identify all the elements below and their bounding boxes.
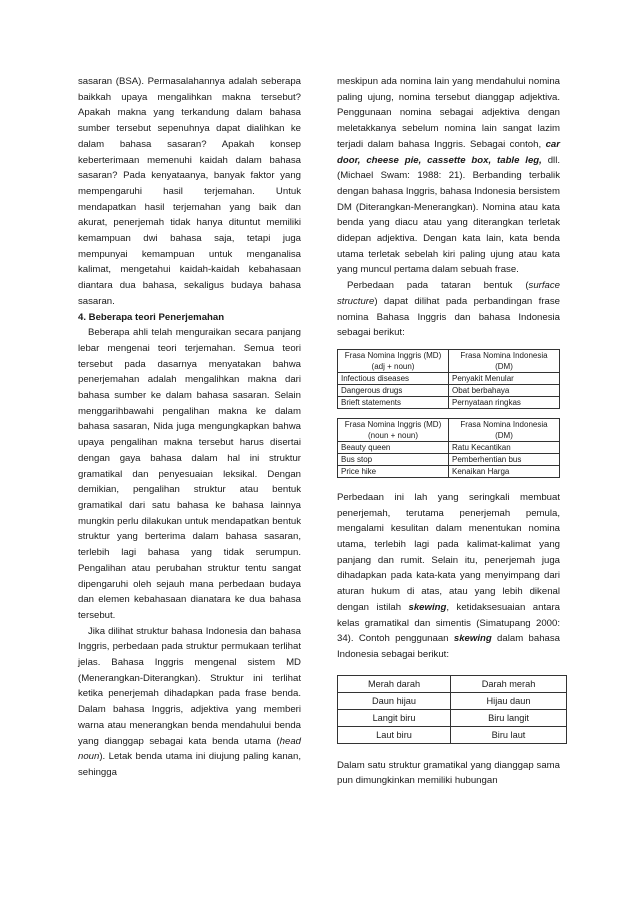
text-run: Perbedaan ini lah yang seringkali membuat penerjemah, terutama penerjemah pemula, mengalami kesulitan dalam menentukan nomina utama, terlebih lagi pada kalimat-kalimat yang panjang dan rumit. Selain itu, penerjemah juga dihadapkan pada kata-kata yang menyimpang dari aturan hukum di atas, atau yang lebih dikenal dengan istilah <box>337 491 560 613</box>
table-cell: Laut biru <box>338 726 451 743</box>
table-row <box>338 396 560 408</box>
table-cell: Darah merah <box>451 675 567 692</box>
term-skewing: skewing <box>453 633 492 645</box>
paragraph <box>337 278 560 341</box>
table-cell: Hijau daun <box>451 692 567 709</box>
table-cell: Biru langit <box>451 709 567 726</box>
table-cell: Pernyataan ringkas <box>449 396 560 408</box>
table-cell: Merah darah <box>338 675 451 692</box>
emphasis-text: surface structure <box>337 280 560 307</box>
table-cell: Brieft statements <box>338 396 449 408</box>
term-skewing: skewing <box>408 601 447 613</box>
table-cell: Biru laut <box>451 726 567 743</box>
table-row <box>338 465 560 477</box>
paragraph: Beberapa ahli telah menguraikan secara panjang lebar mengenai teori terjemahan. Semua teori tersebut pada dasarnya menyatakan bahwa penerjemahan adalah mengalihkan makna dari bahasa sumber ke dalam bahasa sasaran. Selain menggarihbawahi pengalihan makna ke dalam bahasa sasaran, Nida juga mengungkapkan bahwa upaya pengalihan makna tersebut harus disertai dengan gaya bahasa dalam hal ini struktur gramatikal dan penyesuaian leksikal. Dengan demikian, pengalihan struktur atau bentuk gramatikal dari satu bahasa ke bahasa lainnya mungkin perlu dilakukan untuk mendapatkan bentuk struktur yang berterima dalam bahasa sasaran, terlebih lagi bahasa yang tidak serumpun. Pengalihan atau perubahan struktur tentu sangat dipengaruhi oleh sejauh mana perbedaan budaya dan elemen kebahasaan dianatara ke dua bahasa tersebut. <box>78 327 301 621</box>
section-heading: 4. Beberapa teori Penerjemahan <box>78 311 225 323</box>
paragraph <box>337 490 560 663</box>
table-header: Frasa Nomina Inggris (MD) (adj + noun) <box>338 349 449 372</box>
table-row <box>338 384 560 396</box>
table-header: Frasa Nomina Indonesia (DM) <box>449 418 560 441</box>
table-row <box>338 692 567 709</box>
table-header: Frasa Nomina Inggris (MD) (noun + noun) <box>338 418 449 441</box>
table-row <box>338 726 567 743</box>
table-cell: Infectious diseases <box>338 372 449 384</box>
text-run: , ketidaksesuaian antara kelas gramatikal dan simentis (Simatupang 2000: 34). Contoh penggunaan <box>337 601 561 645</box>
example-phrases: car door, cheese pie, cassette box, table leg, <box>337 138 560 166</box>
text-run: ). Letak benda utama ini diujung paling kanan, sehingga <box>78 751 301 778</box>
paragraph: Dalam satu struktur gramatikal yang dianggap sama pun dimungkinkan memiliki hubungan <box>337 759 560 787</box>
table-cell: Daun hijau <box>338 692 451 709</box>
table-row <box>338 675 567 692</box>
table-row <box>338 709 567 726</box>
text-run: Jika dilihat struktur bahasa Indonesia dan bahasa Inggris, perbedaan pada struktur permukaan terlihat jelas. Bahasa Inggris mengenal sistem MD (Menerangkan-Diterangkan). Struktur ini terlihat ketika penerjemah dihadapkan pada frase benda. Dalam bahasa Inggris, adjektiva yang memberi warna atau menerangkan benda mendahului benda yang dianggap sebagai kata benda utama ( <box>78 625 301 747</box>
right-column <box>337 74 560 789</box>
emphasis-text: head noun <box>78 735 301 763</box>
table-row <box>338 372 560 384</box>
noun-phrase-table-adj <box>337 349 560 409</box>
table-cell: Obat berbahaya <box>449 384 560 396</box>
table-row <box>338 441 560 453</box>
table-row <box>338 453 560 465</box>
paragraph <box>78 624 301 781</box>
table-cell: Langit biru <box>338 709 451 726</box>
left-column <box>78 74 301 781</box>
table-cell: Ratu Kecantikan <box>449 441 560 453</box>
table-cell: Price hike <box>338 465 449 477</box>
table-cell: Penyakit Menular <box>449 372 560 384</box>
paragraph <box>337 74 560 278</box>
text-run: Perbedaan pada tataran bentuk ( <box>347 280 529 292</box>
table-cell: Bus stop <box>338 453 449 465</box>
text-run: dalam bahasa Indonesia sebagai berikut: <box>337 633 561 660</box>
table-cell: Dangerous drugs <box>338 384 449 396</box>
text-run: ) dapat dilihat pada perbandingan frase nomina Bahasa Inggris dan bahasa Indonesia sebagai berikut: <box>337 295 560 339</box>
noun-phrase-table-noun <box>337 418 560 478</box>
paragraph: sasaran (BSA). Permasalahannya adalah seberapa baikkah upaya mengalihkan makna tersebut? Apakah makna yang terkandung dalam bahasa sumber tersebut sepenuhnya dapat dialihkan ke dalam bahasa sasaran? Apakah konsep keberterimaan memenuhi kaidah dalam bahasa sasaran? Pada kenyataanya, banyak faktor yang mempengaruhi hasil terjemahan. Untuk mendapatkan hasil terjemahan yang baik dan akurat, penerjemah tidak hanya dituntut memiliki kemampuan dwi bahasa saja, tetapi juga mempunyai kemampuan untuk menganalisa kalimat, mengetahui kaidah-kaidah kebahasaan diantara dua bahasa, sekaligus budaya bahasa sasaran. <box>78 76 301 307</box>
table-header: Frasa Nomina Indonesia (DM) <box>449 349 560 372</box>
text-run: meskipun ada nomina lain yang mendahului nomina paling ujung, nomina tersebut dianggap adjektiva. Penggunaan nomina sebagai adjektiva dengan meletakkanya sebelum nomina lain sangat lazim terjadi dalam bahasa Inggris. Sebagai contoh, <box>337 76 560 150</box>
text-run: dll. (Michael Swam: 1988: 21). Berbanding terbalik dengan bahasa Inggris, bahasa Indonesia bersistem DM (Diterangkan-Menerangkan). Nomina atau kata benda yang diacu atau yang diterangkan terletak didepan adjektiva. Dengan kata lain, kata benda utama terletak sebelah kiri paling ujung atau kata yang muncul pertama dalam sebuah frase. <box>337 154 560 276</box>
skewing-example-table <box>337 675 567 744</box>
table-cell: Kenaikan Harga <box>449 465 560 477</box>
table-cell: Pemberhentian bus <box>449 453 560 465</box>
table-cell: Beauty queen <box>338 441 449 453</box>
